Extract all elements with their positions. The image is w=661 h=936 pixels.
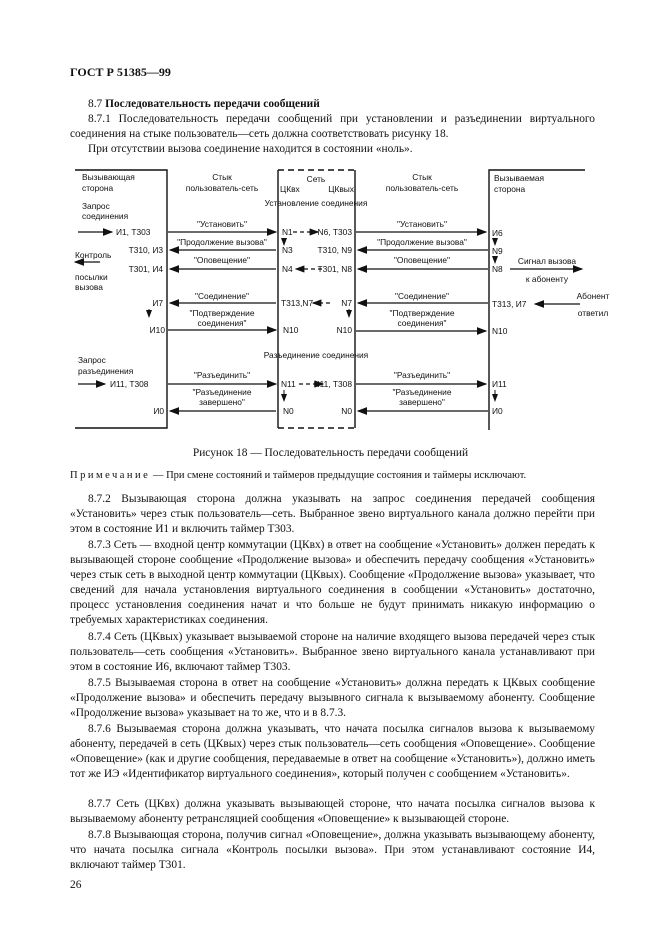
label-diagram-n10a: N10 xyxy=(283,325,299,335)
label-diagram-iface2: пользователь-сеть xyxy=(385,183,459,193)
label-diagram-m-relc2: завершено" xyxy=(399,397,445,407)
label-diagram-l-i1: И1, Т303 xyxy=(116,227,151,237)
label-diagram-m-conn: "Соединение" xyxy=(195,291,249,301)
label-diagram-caller1: Вызывающая xyxy=(82,172,135,182)
label-diagram-cin: ЦКвх xyxy=(280,184,300,194)
figure-caption: Рисунок 18 — Последовательность передачи сообщений xyxy=(192,447,469,459)
label-diagram-n4: N4 xyxy=(282,264,293,274)
label-diagram-n8: Т301, N8 xyxy=(317,264,352,274)
label-diagram-net: Сеть xyxy=(306,174,326,184)
label-diagram-m-alert: "Оповещение" xyxy=(193,255,251,265)
label-diagram-n11b: N11, Т308 xyxy=(313,379,352,389)
label-diagram-m-setup: "Установить" xyxy=(197,219,247,229)
label-diagram-sig1: Сигнал вызова xyxy=(517,256,577,266)
paragraph-8-7-6: 8.7.6 Вызываемая сторона должна указывать, что начата посылка сигналов вызова к вызываемому абоненту, передачей в сеть (ЦКвых) через стык пользователь—сеть сообщения «Оповещение». Сообщение «Оповещение» (как и другие сообщения, передаваемые в ответ на сообщение «Установить»), должно иметь тот же ИЭ «Идентификатор виртуального соединения», который получен с сообщением «Установить». xyxy=(70,723,595,780)
label-diagram-r-i6: И6 xyxy=(492,228,503,238)
paragraph-8-7-1b: При отсутствии вызова соединение находится в состоянии «ноль». xyxy=(88,143,413,155)
label-diagram-rel-phase: Разъединение соединения xyxy=(263,350,369,360)
label-diagram-rreq2: разъединения xyxy=(78,366,134,376)
label-diagram-sig2: к абоненту xyxy=(525,274,569,284)
label-diagram-n3: N3 xyxy=(282,245,293,255)
label-diagram-n1: N1 xyxy=(282,227,293,237)
label-diagram-m-ack2: соединения" xyxy=(197,318,247,328)
label-diagram-m-ack1: "Подтверждение xyxy=(189,308,255,318)
paragraph-8-7-4: 8.7.4 Сеть (ЦКвых) указывает вызываемой стороне на наличие входящего вызова передачей через стык пользователь—сеть сообщения «Установить». Выбранное звено виртуального канала устанавливают при этом в состояние И6, включают таймер Т303. xyxy=(70,631,595,673)
label-note: — При смене состояний и таймеров предыдущие состояния и таймеры исключают. xyxy=(150,470,527,481)
label-diagram-ctl3: вызова xyxy=(75,282,103,292)
label-diagram-l-i7: И7 xyxy=(152,298,163,308)
figure-note xyxy=(70,468,610,483)
paragraph-8-7-1: 8.7.1 Последовательность передачи сообщений при установлении и разъединении виртуального соединения на стыке пользователь—сеть должна соответствовать рисунку 18. xyxy=(70,113,595,140)
label-diagram-ctl1: Контроль xyxy=(75,250,112,260)
paragraph-8-7-2: 8.7.2 Вызывающая сторона должна указывать на запрос соединения передачей сообщения «Установить» через стык пользователь—сеть. Выбранное звено виртуального канала должно перейти при этом в состояние И1 и включить таймер Т303. xyxy=(70,493,595,535)
label-diagram-m-rel: "Разъединить" xyxy=(393,370,451,380)
label-diagram-req2: соединения xyxy=(82,211,129,221)
label-section-num: 8.7 xyxy=(88,98,103,110)
label-diagram-r-n9: N9 xyxy=(492,246,503,256)
label-diagram-m-proc: "Продолжение вызова" xyxy=(377,237,467,247)
label-diagram-r-n8: N8 xyxy=(492,264,503,274)
label-diagram-ans2: ответил xyxy=(577,308,609,318)
message-sequence-diagram xyxy=(0,0,661,460)
label-diagram-l-i3: Т310, И3 xyxy=(128,245,163,255)
label-diagram-m-proc: "Продолжение вызова" xyxy=(177,237,267,247)
paragraph-8-7-3: 8.7.3 Сеть — входной центр коммутации (ЦКвх) в ответ на сообщение «Установить» должен передать к вызывающей стороне сообщение «Продолжение вызова» и обеспечить передачу сообщения «Установить» через стык сеть в выходной центр коммутации (ЦКвых). Сообщение «Продолжение вызова» указывает, что сведений для начала установления виртуального соединения в сообщении «Установить» достаточно, процесс установления соединения начат и что больше не будут принимать никакую информацию о требуемых характеристиках соединения. xyxy=(70,539,595,626)
label-diagram-m-ack2: соединения" xyxy=(397,318,447,328)
label-diagram-n10b: N10 xyxy=(336,325,352,335)
label-diagram-m-relc1: "Разъединение xyxy=(192,387,252,397)
label-diagram-ctl2: посылки xyxy=(75,272,108,282)
label-diagram-n0a: N0 xyxy=(283,406,294,416)
label-diagram-caller2: сторона xyxy=(82,183,114,193)
label-diagram-r-i11: И11 xyxy=(492,379,507,389)
label-diagram-m-alert: "Оповещение" xyxy=(393,255,451,265)
label-diagram-n11: N11 xyxy=(281,379,296,389)
label-diagram-m-relc2: завершено" xyxy=(199,397,245,407)
label-diagram-n7a: Т313,N7 xyxy=(281,298,314,308)
label-diagram-req1: Запрос xyxy=(82,201,110,211)
label-diagram-setup-phase: Установление соединения xyxy=(264,198,368,208)
label-diagram-r-t313: Т313, И7 xyxy=(492,299,527,309)
label-diagram-n6: N6, Т303 xyxy=(317,227,352,237)
label-diagram-ans1: Абонент xyxy=(576,291,610,301)
label-diagram-r-i0: И0 xyxy=(492,406,503,416)
label-diagram-n0b: N0 xyxy=(341,406,352,416)
label-diagram-n9: Т310, N9 xyxy=(317,245,352,255)
label-diagram-l-i10: И10 xyxy=(149,325,165,335)
page-number: 26 xyxy=(70,879,82,891)
label-diagram-n7b: N7 xyxy=(341,298,352,308)
label-diagram-iface2: пользователь-сеть xyxy=(185,183,259,193)
paragraph-8-7-8: 8.7.8 Вызывающая сторона, получив сигнал «Оповещение», должна указывать вызывающему абоненту, что начата посылка сигнала «Контроль посылки вызова». При этом устанавливают состояние И4, включают таймер Т301. xyxy=(70,829,595,871)
paragraph-8-7-5: 8.7.5 Вызываемая сторона в ответ на сообщение «Установить» должна передать к ЦКвых сообщение «Продолжение вызова» и обеспечить передачу вызывного сигнала к вызываемому абоненту. Сообщение «Продолжение вызова» указывает на то же, что и в 8.7.3. xyxy=(70,677,595,719)
label-diagram-callee1: Вызываемая xyxy=(494,173,545,183)
paragraph-8-7-7: 8.7.7 Сеть (ЦКвх) должна указывать вызывающей стороне, что начата посылка сигналов вызова к вызываемому абоненту ретрансляцией сообщения «Оповещение» к вызывающей стороне. xyxy=(70,798,595,825)
label-diagram-iface1: Стык xyxy=(412,172,432,182)
label-diagram-m-ack1: "Подтверждение xyxy=(389,308,455,318)
label-diagram-m-rel: "Разъединить" xyxy=(193,370,251,380)
standard-header: ГОСТ Р 51385—99 xyxy=(70,65,171,79)
label-diagram-callee2: сторона xyxy=(494,184,526,194)
label-diagram-cout: ЦКвых xyxy=(328,184,354,194)
label-diagram-iface1: Стык xyxy=(212,172,232,182)
label-diagram-l-i11: И11, Т308 xyxy=(110,379,149,389)
label-diagram-l-i0: И0 xyxy=(153,406,164,416)
label-section-title: Последовательность передачи сообщений xyxy=(105,98,320,110)
label-diagram-m-relc1: "Разъединение xyxy=(392,387,452,397)
label-note-label: Примечание xyxy=(70,470,151,481)
label-diagram-l-i4: Т301, И4 xyxy=(128,264,163,274)
label-diagram-rreq1: Запрос xyxy=(78,355,106,365)
label-diagram-m-setup: "Установить" xyxy=(397,219,447,229)
label-diagram-r-n10: N10 xyxy=(492,326,508,336)
label-diagram-m-conn: "Соединение" xyxy=(395,291,449,301)
